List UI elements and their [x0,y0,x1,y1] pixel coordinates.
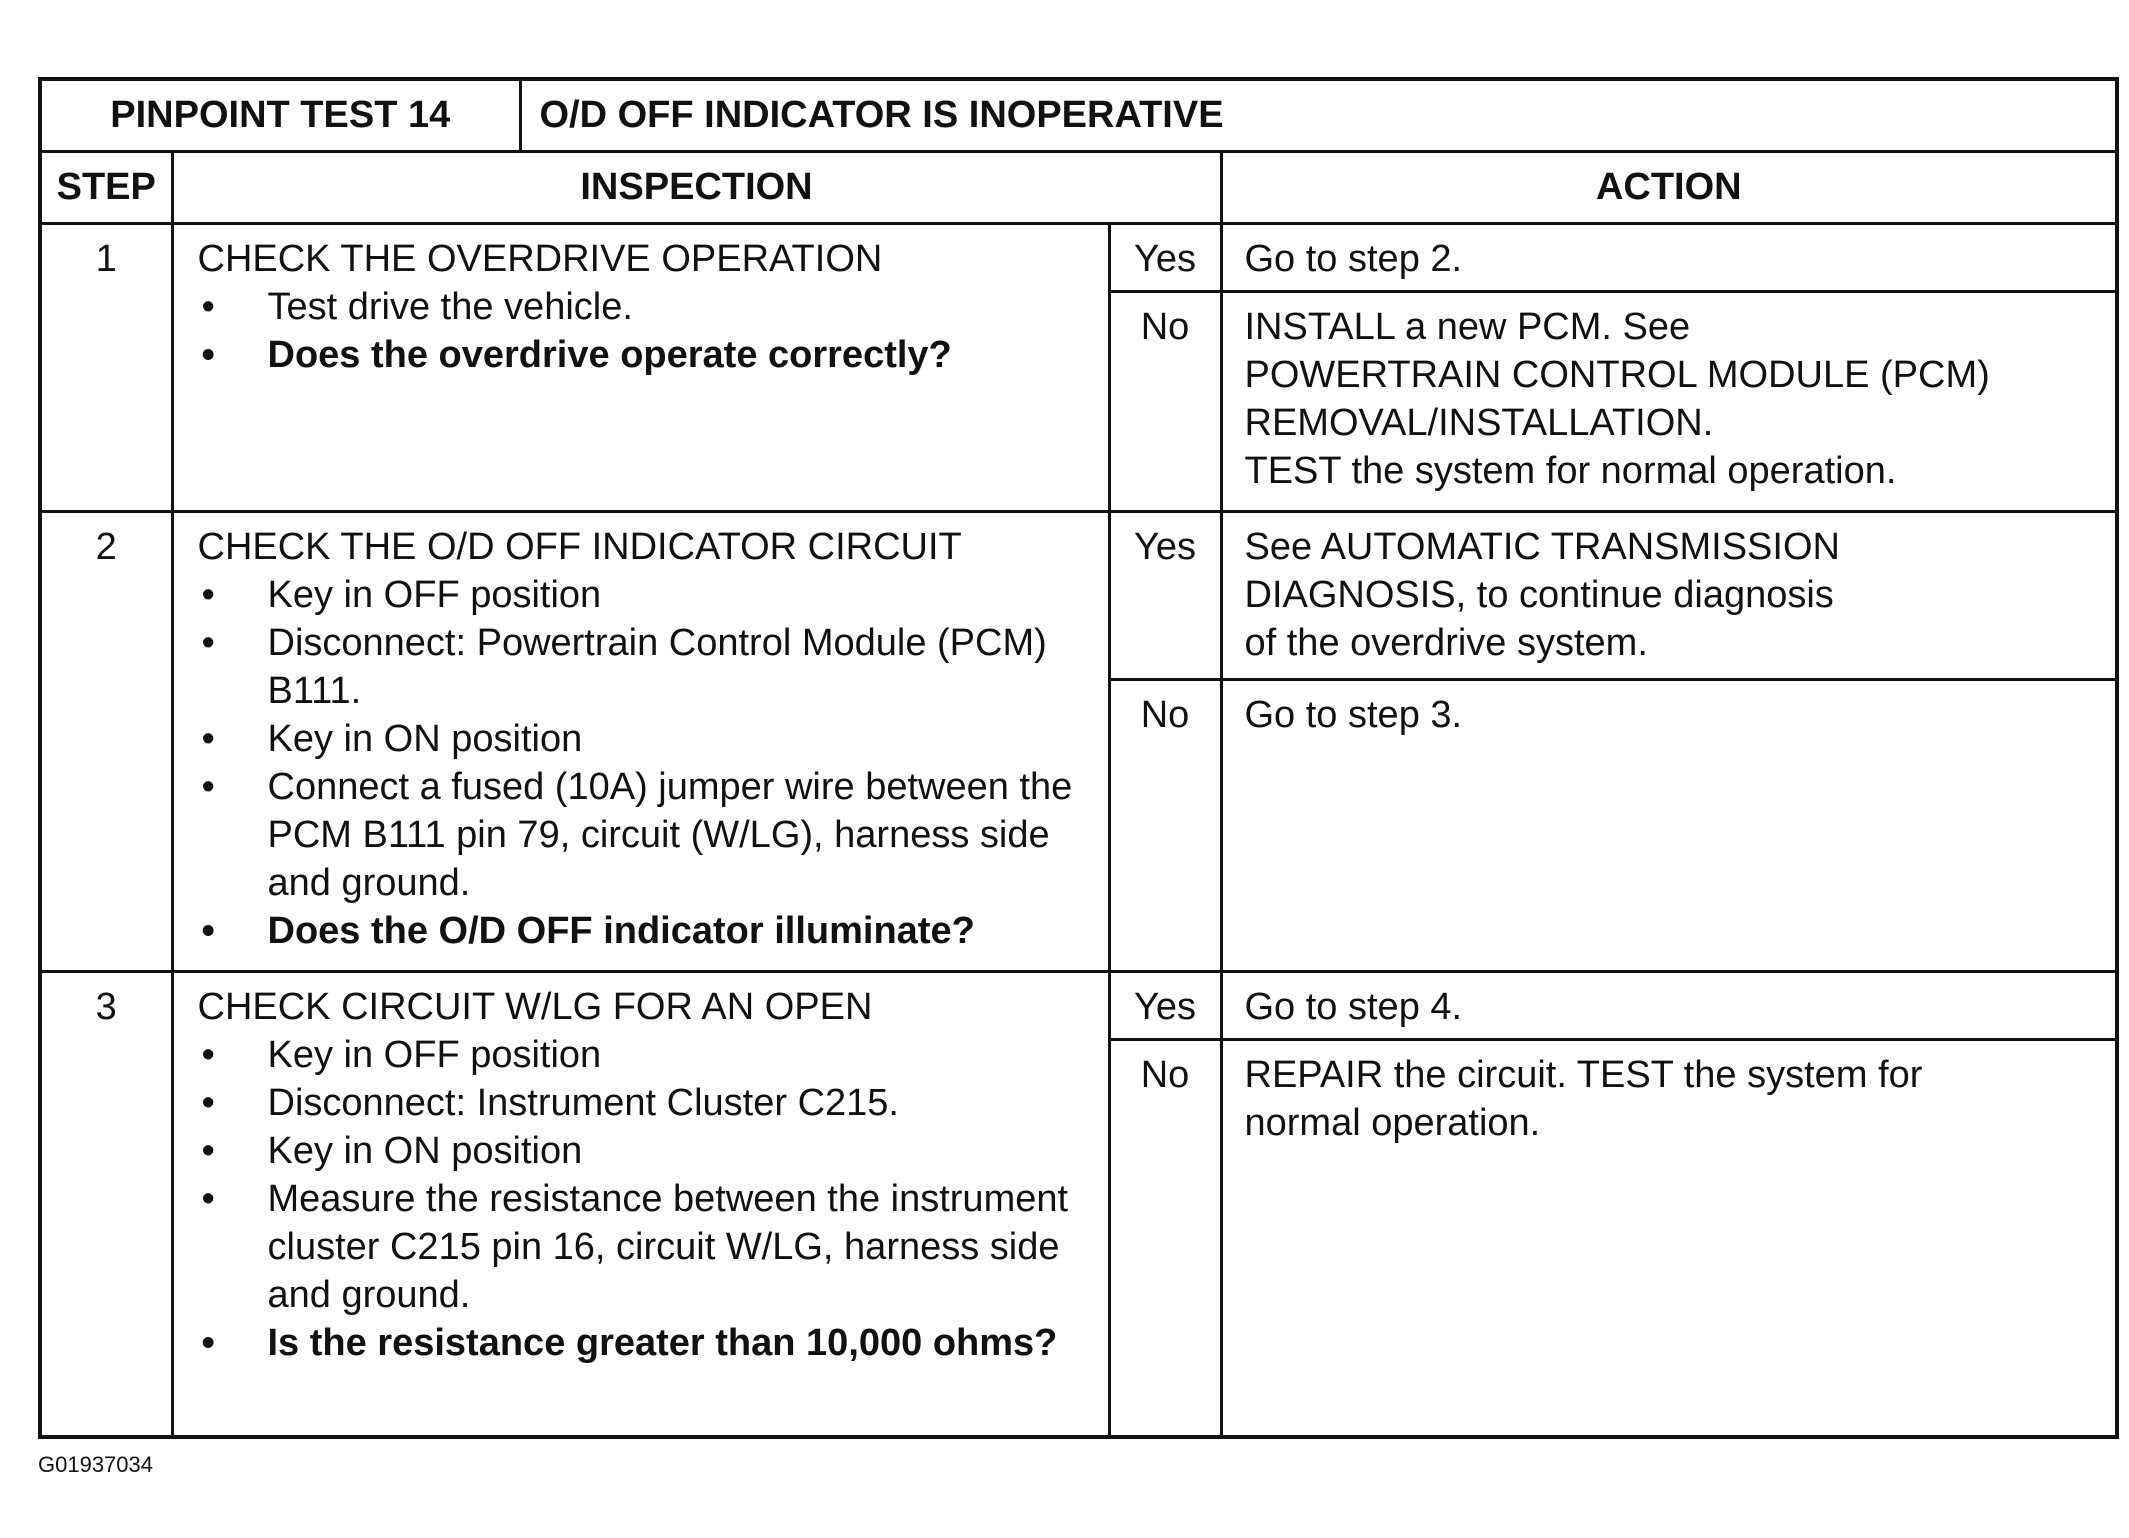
bullet-glyph: • [201,1177,215,1220]
action-column-header: ACTION [1221,151,2117,223]
test-description: O/D OFF INDICATOR IS INOPERATIVE [520,79,2117,151]
test-name: PINPOINT TEST 14 [40,79,520,151]
yes-action: Go to step 2. [1221,223,2117,291]
no-label: No [1109,1039,1221,1437]
no-action: INSTALL a new PCM. See POWERTRAIN CONTROL MODULE (PCM) REMOVAL/INSTALLATION. TEST the system for normal operation. [1221,291,2117,511]
title-row [40,79,2117,151]
bullet-glyph: • [201,333,215,376]
bullet-glyph: • [201,1033,215,1076]
figure-code: G01937034 [38,1452,153,1477]
pinpoint-test-table [38,77,2119,1439]
bullet-item: • Disconnect: Powertrain Control Module (PCM) B111. [198,619,1094,715]
step-number: 3 [40,971,172,1437]
bullet-item: • Test drive the vehicle. [198,283,1094,331]
step-heading: CHECK THE O/D OFF INDICATOR CIRCUIT [197,525,962,568]
step-2-bullets [198,571,1094,955]
yes-action: See AUTOMATIC TRANSMISSION DIAGNOSIS, to continue diagnosis of the overdrive system. [1221,511,2117,679]
inspection-column-header: INSPECTION [172,151,1221,223]
step-heading: CHECK CIRCUIT W/LG FOR AN OPEN [197,985,873,1028]
bullet-item: • Key in OFF position [198,571,1094,619]
bullet-glyph: • [201,909,215,952]
bullet-glyph: • [201,573,215,616]
bullet-item: • Measure the resistance between the instrument cluster C215 pin 16, circuit W/LG, harness side and ground. [198,1175,1094,1319]
bullet-item: • Key in ON position [198,1127,1094,1175]
bullet-question: • Does the overdrive operate correctly? [198,331,1094,379]
step-heading: CHECK THE OVERDRIVE OPERATION [197,237,883,280]
header-row [40,151,2117,223]
bullet-glyph: • [201,1129,215,1172]
yes-action: Go to step 4. [1221,971,2117,1039]
step-2-yes-row [40,511,2117,679]
step-column-header: STEP [40,151,172,223]
step-1-inspection [172,223,1109,511]
bullet-question: • Is the resistance greater than 10,000 ohms? [198,1319,1094,1367]
bullet-item: • Disconnect: Instrument Cluster C215. [198,1079,1094,1127]
step-3-inspection [172,971,1109,1437]
step-3-yes-row [40,971,2117,1039]
step-1-bullets [198,283,1094,379]
bullet-glyph: • [201,285,215,328]
no-label: No [1109,679,1221,971]
step-2-inspection [172,511,1109,971]
bullet-glyph: • [201,717,215,760]
bullet-question: • Does the O/D OFF indicator illuminate? [198,907,1094,955]
step-number: 2 [40,511,172,971]
bullet-glyph: • [201,765,215,808]
yes-label: Yes [1109,223,1221,291]
bullet-item: • Connect a fused (10A) jumper wire between the PCM B111 pin 79, circuit (W/LG), harness side and ground. [198,763,1094,907]
yes-label: Yes [1109,511,1221,679]
no-action: Go to step 3. [1221,679,2117,971]
yes-label: Yes [1109,971,1221,1039]
step-1-yes-row [40,223,2117,291]
no-action: REPAIR the circuit. TEST the system for normal operation. [1221,1039,2117,1437]
bullet-glyph: • [201,1321,215,1364]
no-label: No [1109,291,1221,511]
bullet-item: • Key in OFF position [198,1031,1094,1079]
bullet-glyph: • [201,621,215,664]
bullet-glyph: • [201,1081,215,1124]
step-number: 1 [40,223,172,511]
bullet-item: • Key in ON position [198,715,1094,763]
step-3-bullets [198,1031,1094,1367]
